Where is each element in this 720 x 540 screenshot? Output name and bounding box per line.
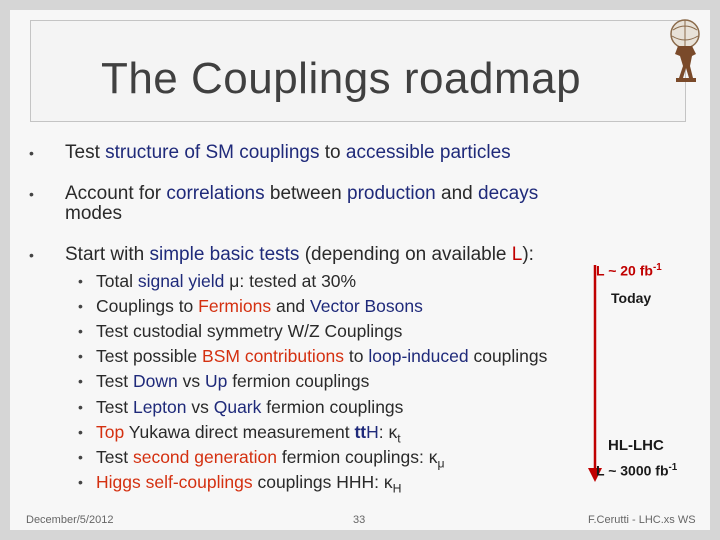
sub-highlight: Quark (213, 397, 262, 417)
sub-item-5: • Test Down vs Up fermion couplings (78, 371, 370, 391)
sub-item-1: • Total signal yield μ: tested at 30% (78, 271, 357, 291)
sub-text: : κ (378, 422, 398, 442)
sub-item-8: • Test second generation fermion couplings: $\kappa_\mu$ (78, 447, 445, 471)
slide (10, 10, 710, 530)
sub-text: and (271, 296, 311, 316)
bullet-text: Test (65, 142, 106, 163)
sub-highlight: Up (204, 371, 228, 391)
bullet-text: ): (522, 244, 534, 265)
bullet-3: • Start with simple basic tests (depending on available L): (29, 244, 534, 265)
sub-highlight: Vector Bosons (310, 296, 423, 316)
hl-lhc-label: HL-LHC (608, 437, 664, 454)
sub-highlight: H (366, 422, 379, 442)
sub-text: Test custodial symmetry W/Z Couplings (96, 321, 403, 341)
sub-text: Test possible (96, 346, 203, 366)
lumi-text: L ~ 20 fb (596, 262, 653, 279)
bullet-2: • Account for correlations between production and decays modes (29, 183, 539, 224)
sub-text: fermion couplings: κ (276, 447, 438, 467)
sub-text: μ: tested at 30% (224, 271, 357, 291)
sub-item-2: • Couplings to Fermions and Vector Bosons (78, 296, 423, 316)
bullet-text: Start with (65, 244, 150, 265)
sub-text: Yukawa direct measurement (124, 422, 355, 442)
sub-item-4: • Test possible BSM contributions to loop-induced couplings (78, 346, 548, 366)
sub-highlight: tt (354, 422, 367, 442)
sub-text: couplings (468, 346, 548, 366)
sub-highlight: Higgs self-couplings (96, 472, 253, 492)
sub-text: vs (177, 371, 205, 391)
today-label: Today (611, 290, 652, 306)
sub-text: vs (186, 397, 214, 417)
footer-date: December/5/2012 (26, 514, 114, 526)
atlas-logo-icon (664, 16, 710, 86)
sub-text: Test (96, 447, 133, 467)
sub-item-3: • Test custodial symmetry W/Z Couplings (78, 321, 403, 341)
lumi-exponent: -1 (652, 262, 662, 273)
sub-text: couplings HHH: κ (252, 472, 393, 492)
bullet-text: to (319, 142, 346, 163)
luminosity-today-value (596, 262, 662, 279)
sub-item-6: • Test Lepton vs Quark fermion couplings (78, 397, 404, 417)
sub-highlight: signal yield (137, 271, 225, 291)
bullet-highlight: production (347, 183, 436, 204)
subscript: t (397, 431, 401, 446)
sub-text: Total (96, 271, 138, 291)
lumi-exponent: -1 (668, 462, 678, 473)
bullet-highlight: decays (478, 183, 539, 204)
footer-author: F.Cerutti - LHC.xs WS (588, 514, 696, 526)
bullet-highlight: correlations (166, 183, 265, 204)
sub-highlight: Top (96, 422, 125, 442)
lumi-text: L ~ 3000 fb (596, 462, 669, 479)
sub-highlight: Fermions (198, 296, 272, 316)
bullet-text: Account for (65, 183, 167, 204)
luminosity-hl-value (596, 462, 677, 479)
bullet-text: and (435, 183, 479, 204)
bullet-text: between (264, 183, 348, 204)
bullet-text: modes (65, 203, 123, 224)
bullet-text: (depending on available (299, 244, 512, 265)
sub-text: Test (96, 371, 133, 391)
sub-text: Test (96, 397, 133, 417)
luminosity-symbol: L (511, 244, 523, 265)
sub-highlight: second generation (132, 447, 277, 467)
bullet-highlight: accessible particles (345, 142, 511, 163)
sub-text: to (344, 346, 369, 366)
sub-highlight: Down (132, 371, 178, 391)
sub-text: fermion couplings (261, 397, 404, 417)
subscript: μ (437, 456, 445, 471)
bullet-1: • Test structure of SM couplings to accessible particles (29, 142, 511, 163)
bullet-highlight: simple basic tests (149, 244, 300, 265)
sub-highlight: Lepton (132, 397, 187, 417)
sub-text: Couplings to (96, 296, 199, 316)
slide-title: The Couplings roadmap (100, 54, 582, 103)
title-box (30, 20, 686, 122)
sub-highlight: BSM contributions (202, 346, 345, 366)
sub-highlight: loop-induced (368, 346, 469, 366)
sub-text: fermion couplings (227, 371, 370, 391)
footer-page-number: 33 (353, 514, 366, 526)
sub-item-7: • Top Yukawa direct measurement ttH: $\kappa_t$ (78, 422, 401, 446)
sub-item-9: • Higgs self-couplings couplings HHH: $\kappa_H$ (78, 472, 402, 496)
luminosity-arrow (585, 265, 605, 485)
bullet-highlight: structure of SM couplings (105, 142, 320, 163)
subscript: H (392, 481, 402, 496)
